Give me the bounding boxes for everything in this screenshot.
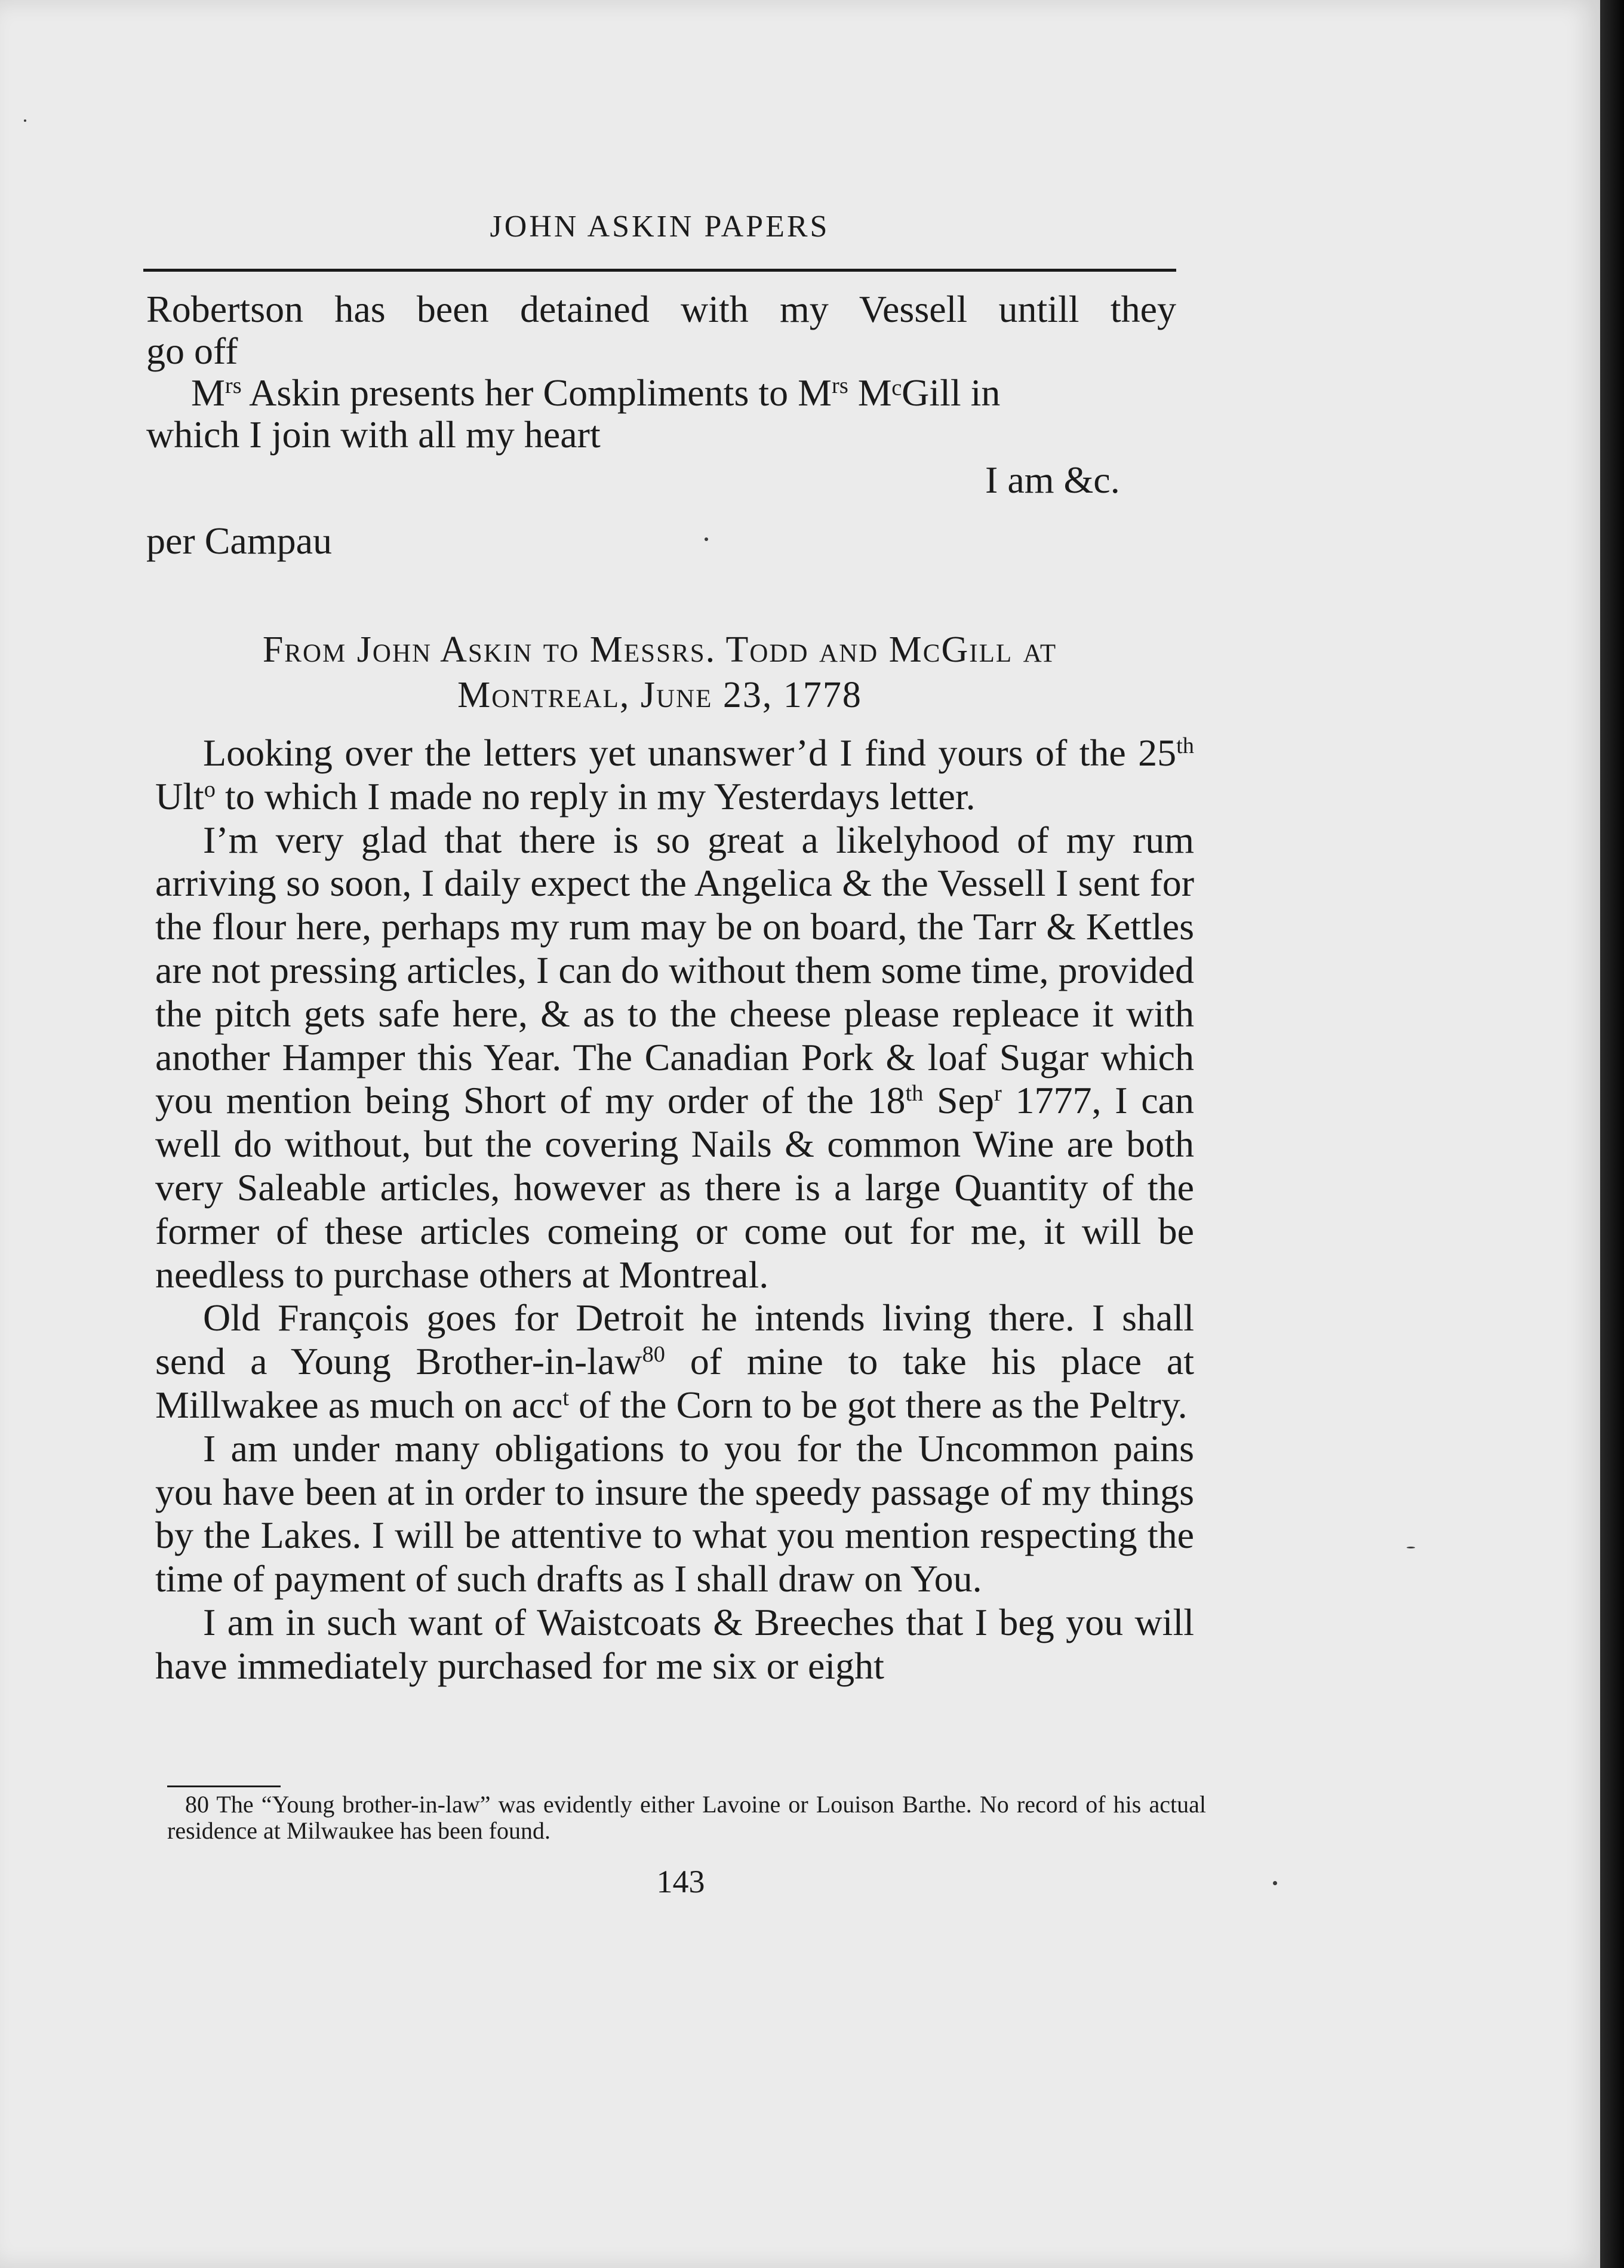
continuation-line-2: go off	[146, 330, 238, 372]
letter-carrier: per Campau	[146, 520, 332, 562]
page-number: 143	[656, 1864, 705, 1900]
letter-title-line-2: Montreal, June 23, 1778	[457, 675, 862, 715]
continuation-line-1: Robertson has been detained with my Vessell untill they	[146, 288, 1176, 330]
continuation-line-3: $M^{rs}$ Askin presents her Compliments to $M^{rs}$ MᶜGill in	[191, 371, 1001, 414]
letter-body	[155, 732, 1194, 1688]
letter-closing: I am &c.	[985, 459, 1120, 501]
scan-speck	[1407, 1547, 1415, 1548]
paragraph-3: Old François goes for Detroit he intends living there. I shall send a Young Brother-in-law$^{80}$ of mine to take his place at Millwakee as much on acc$^t$ of the Corn to be got there as the Peltry.	[155, 1296, 1195, 1426]
running-header: JOHN ASKIN PAPERS	[490, 210, 830, 244]
scan-speck	[705, 537, 708, 541]
continuation-line-4: which I join with all my heart	[146, 413, 601, 456]
paragraph-4: I am under many obligations to you for the Uncommon pains you have been at in order to insure the speedy passage of my things by the Lakes. I will be attentive to what you mention respecting the time of payment of such drafts as I shall draw on You.	[155, 1427, 1194, 1600]
scan-edge	[1600, 0, 1624, 2268]
paragraph-1: Looking over the letters yet unanswer’d I find yours of the 25th Ult$^o$ to which I made no reply in my Yesterdays letter.	[155, 732, 1194, 818]
paragraph-5: I am in such want of Waistcoats & Breeches that I beg you will have immediately purchased for me six or eight	[155, 1600, 1194, 1687]
footnote-text: 80 The “Young brother-in-law” was evidently either Lavoine or Louison Barthe. No record of his actual residence at Milwaukee has been found.	[167, 1791, 1206, 1844]
paragraph-2: I’m very glad that there is so great a likelyhood of my rum arriving so soon, I daily expect the Angelica & the Vessell I sent for the flour here, perhaps my rum may be on board, the Tarr & Kettles are not pressing articles, I can do without them some time, provided the pitch gets safe here, & as to the cheese please repleace it with another Hamper this Year. The Canadian Pork & loaf Sugar which you mention being Short of my order of the 18th Sep$^r$ 1777, I can well do without, but the covering Nails & common Wine are both very Saleable articles, however as there is a large Quantity of the former of these articles comeing or come out for me, it will be needless to purchase others at Montreal.	[155, 818, 1195, 1296]
header-rule	[143, 269, 1176, 272]
footnote	[167, 1791, 1206, 1844]
letter-title-line-1: From John Askin to Messrs. Todd and McGill at	[262, 629, 1057, 670]
scan-speck	[1273, 1881, 1277, 1885]
footnote-rule	[167, 1785, 281, 1787]
scan-speck	[24, 119, 26, 122]
